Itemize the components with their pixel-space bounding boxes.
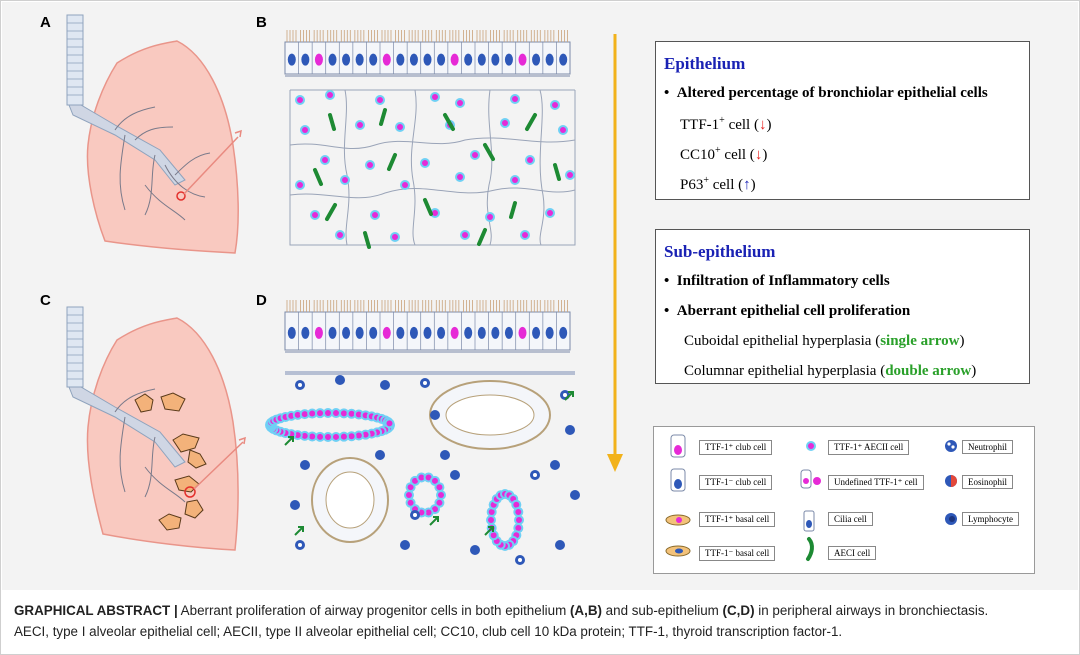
immune-cell [440, 450, 450, 460]
legend-neutrophil: Neutrophil [962, 440, 1013, 454]
aecii-nucleus [356, 433, 362, 439]
immune-cell-granule [298, 383, 302, 387]
aecii-nucleus [488, 517, 494, 523]
legend-aecii: TTF-1⁺ AECII cell [828, 440, 909, 455]
cell-nucleus [505, 327, 513, 339]
aecii-nucleus [515, 509, 521, 515]
immune-cell [375, 450, 385, 460]
legend-eosinophil: Eosinophil [962, 475, 1013, 489]
aecii-nucleus [552, 102, 558, 108]
aecii-nucleus [397, 124, 403, 130]
aecii-nucleus [560, 127, 566, 133]
aecii-nucleus [337, 232, 343, 238]
aecii-nucleus [349, 411, 355, 417]
cuboidal-line: Cuboidal epithelial hyperplasia (single arrow) [684, 333, 965, 349]
down-arrow-icon: ↓ [758, 117, 767, 133]
immune-cell [565, 425, 575, 435]
aecii-nucleus [527, 157, 533, 163]
aeci-cell [527, 115, 535, 129]
cell-nucleus [464, 327, 472, 339]
legend-lymphocyte: Lymphocyte [962, 512, 1019, 526]
cell-nucleus [301, 327, 309, 339]
cell-nucleus [396, 327, 404, 339]
cell-nucleus [301, 54, 309, 66]
epithelium-title: Epithelium [664, 54, 746, 73]
lung-illustration-c [55, 292, 245, 552]
subepithelium-bullet-2: • Aberrant epithelial cell proliferation [664, 303, 911, 319]
subepithelium-d [275, 355, 585, 570]
cell-nucleus [532, 54, 540, 66]
cell-nucleus [491, 54, 499, 66]
cell-nucleus [424, 54, 432, 66]
aecii-nucleus [357, 122, 363, 128]
legend-aeci: AECI cell [828, 546, 876, 560]
aecii-nucleus [297, 182, 303, 188]
aeci-cell [315, 170, 321, 184]
aecii-nucleus [312, 212, 318, 218]
legend-club-neg: TTF-1⁻ club cell [699, 475, 772, 490]
cell-nucleus [559, 54, 567, 66]
aeci-cell [381, 110, 385, 124]
aecii-nucleus [327, 92, 333, 98]
immune-cell [300, 460, 310, 470]
cell-nucleus [369, 54, 377, 66]
cell-nucleus [424, 327, 432, 339]
aecii-nucleus [342, 177, 348, 183]
aecii-nucleus [406, 492, 412, 498]
aecii-nucleus [567, 172, 573, 178]
immune-cell [430, 410, 440, 420]
aecii-nucleus [333, 410, 339, 416]
aeci-cell [425, 200, 431, 214]
cell-nucleus [464, 54, 472, 66]
aecii-nucleus [386, 420, 392, 426]
cell-nucleus [451, 54, 459, 66]
immune-cell [290, 500, 300, 510]
cell-nucleus [315, 327, 323, 339]
aecii-nucleus [432, 210, 438, 216]
aecii-nucleus [322, 157, 328, 163]
aecii-nucleus [438, 492, 444, 498]
aecii-nucleus [372, 212, 378, 218]
aecii-nucleus [522, 232, 528, 238]
aecii-nucleus [472, 152, 478, 158]
aeci-cell [327, 205, 335, 219]
immune-cell-granule [518, 558, 522, 562]
aecii-nucleus [297, 97, 303, 103]
aecii-nucleus [325, 434, 331, 440]
aecii-nucleus [302, 127, 308, 133]
columnar-line: Columnar epithelial hyperplasia (double arrow) [684, 363, 977, 379]
cell-nucleus [519, 327, 527, 339]
aecii-nucleus [516, 517, 522, 523]
cell-nucleus [559, 327, 567, 339]
cell-nucleus [288, 54, 296, 66]
legend-club-pos: TTF-1⁺ club cell [699, 440, 772, 455]
cell-nucleus [396, 54, 404, 66]
panel-label-b: B [256, 14, 267, 31]
immune-cell-granule [298, 543, 302, 547]
epithelium-strip-d [285, 298, 575, 356]
aecii-nucleus [513, 502, 519, 508]
immune-cell [450, 470, 460, 480]
hyperplasia-arrow [295, 527, 303, 535]
cell-nucleus [369, 327, 377, 339]
cell-nucleus [532, 327, 540, 339]
downward-arrow [605, 34, 625, 474]
subepithelium-box [655, 229, 1030, 384]
legend-cilia: Cilia cell [828, 512, 873, 526]
cell-nucleus [546, 327, 554, 339]
figure-caption [14, 600, 1070, 642]
cell-nucleus [315, 54, 323, 66]
aecii-nucleus [341, 410, 347, 416]
aecii-nucleus [457, 100, 463, 106]
cell-nucleus [546, 54, 554, 66]
aecii-nucleus [309, 411, 315, 417]
aecii-nucleus [426, 510, 432, 516]
aecii-nucleus [489, 509, 495, 515]
cell-nucleus [329, 54, 337, 66]
immune-cell-granule [533, 473, 537, 477]
immune-cell [570, 490, 580, 500]
cell-nucleus [329, 327, 337, 339]
aecii-nucleus [502, 120, 508, 126]
epithelium-bullet: • Altered percentage of bronchiolar epithelial cells [664, 85, 988, 101]
aecii-nucleus [418, 474, 424, 480]
epithelium-box [655, 41, 1030, 200]
immune-cell [380, 380, 390, 390]
immune-cell [555, 540, 565, 550]
cc10-cell-row: CC10+ cell (↓) [680, 145, 768, 163]
immune-cell-granule [413, 513, 417, 517]
aecii-nucleus [302, 411, 308, 417]
cell-nucleus [383, 54, 391, 66]
cell-nucleus [342, 54, 350, 66]
cell-nucleus [437, 54, 445, 66]
cell-nucleus [356, 54, 364, 66]
cell-nucleus [519, 54, 527, 66]
aeci-cell [479, 230, 485, 244]
aeci-cell [389, 155, 395, 169]
caption-line-2: AECI, type I alveolar epithelial cell; AECII, type II alveolar epithelial cell; CC10, club cell 10 kDa protein; TTF-1, thyroid transcription factor-1. [14, 624, 843, 639]
aecii-nucleus [491, 532, 497, 538]
immune-cell [550, 460, 560, 470]
legend-basal-pos: TTF-1⁺ basal cell [699, 512, 775, 527]
aeci-cell [511, 203, 515, 217]
aecii-nucleus [317, 434, 323, 440]
epithelium-strip-b [285, 28, 575, 80]
ttf1-cell-row: TTF-1+ cell (↓) [680, 115, 772, 133]
aecii-nucleus [392, 234, 398, 240]
aecii-nucleus [436, 484, 442, 490]
aecii-nucleus [512, 96, 518, 102]
panel-label-c: C [40, 292, 51, 309]
cell-nucleus [342, 327, 350, 339]
aeci-cell [330, 115, 334, 129]
cell-nucleus [478, 327, 486, 339]
immune-cell [335, 375, 345, 385]
legend-undefined: Undefined TTF-1⁺ cell [828, 475, 924, 490]
immune-cell-granule [423, 381, 427, 385]
aecii-nucleus [333, 434, 339, 440]
aecii-nucleus [309, 433, 315, 439]
lung-illustration-a [55, 15, 245, 265]
aecii-nucleus [349, 433, 355, 439]
cell-nucleus [410, 54, 418, 66]
subepithelium-title: Sub-epithelium [664, 242, 776, 261]
cell-nucleus [505, 54, 513, 66]
aeci-cell [555, 165, 559, 179]
aecii-nucleus [457, 174, 463, 180]
legend [653, 426, 1035, 574]
panel-label-a: A [40, 14, 51, 31]
cell-nucleus [356, 327, 364, 339]
legend-basal-neg: TTF-1⁻ basal cell [699, 546, 775, 561]
aecii-nucleus [515, 525, 521, 531]
immune-cell [400, 540, 410, 550]
immune-cell [470, 545, 480, 555]
up-arrow-icon: ↑ [743, 177, 751, 193]
aecii-nucleus [367, 162, 373, 168]
aecii-nucleus [377, 97, 383, 103]
cell-nucleus [288, 327, 296, 339]
aecii-nucleus [432, 94, 438, 100]
caption-line-1: GRAPHICAL ABSTRACT | Aberrant proliferation of airway progenitor cells in both epithelium (A,B) and sub-epithelium (C,D) in peripheral airways in bronchiectasis. [14, 603, 989, 618]
aecii-nucleus [422, 160, 428, 166]
hyperplasia-arrow [430, 517, 438, 525]
down-arrow-icon: ↓ [754, 147, 763, 163]
immune-cell-granule [563, 393, 567, 397]
cell-nucleus [383, 327, 391, 339]
aecii-nucleus [512, 177, 518, 183]
aecii-nucleus [408, 500, 414, 506]
cell-nucleus [410, 327, 418, 339]
p63-cell-row: P63+ cell (↑) [680, 175, 756, 193]
panel-label-d: D [256, 292, 267, 309]
aecii-nucleus [341, 434, 347, 440]
cell-nucleus [451, 327, 459, 339]
cell-nucleus [437, 327, 445, 339]
aecii-nucleus [317, 410, 323, 416]
aecii-nucleus [547, 210, 553, 216]
cell-nucleus [491, 327, 499, 339]
alveolar-network-b [285, 85, 585, 255]
subepithelium-bullet-1: • Infiltration of Inflammatory cells [664, 273, 890, 289]
aecii-nucleus [402, 182, 408, 188]
cell-nucleus [478, 54, 486, 66]
aecii-nucleus [487, 214, 493, 220]
aecii-nucleus [325, 410, 331, 416]
aecii-nucleus [462, 232, 468, 238]
